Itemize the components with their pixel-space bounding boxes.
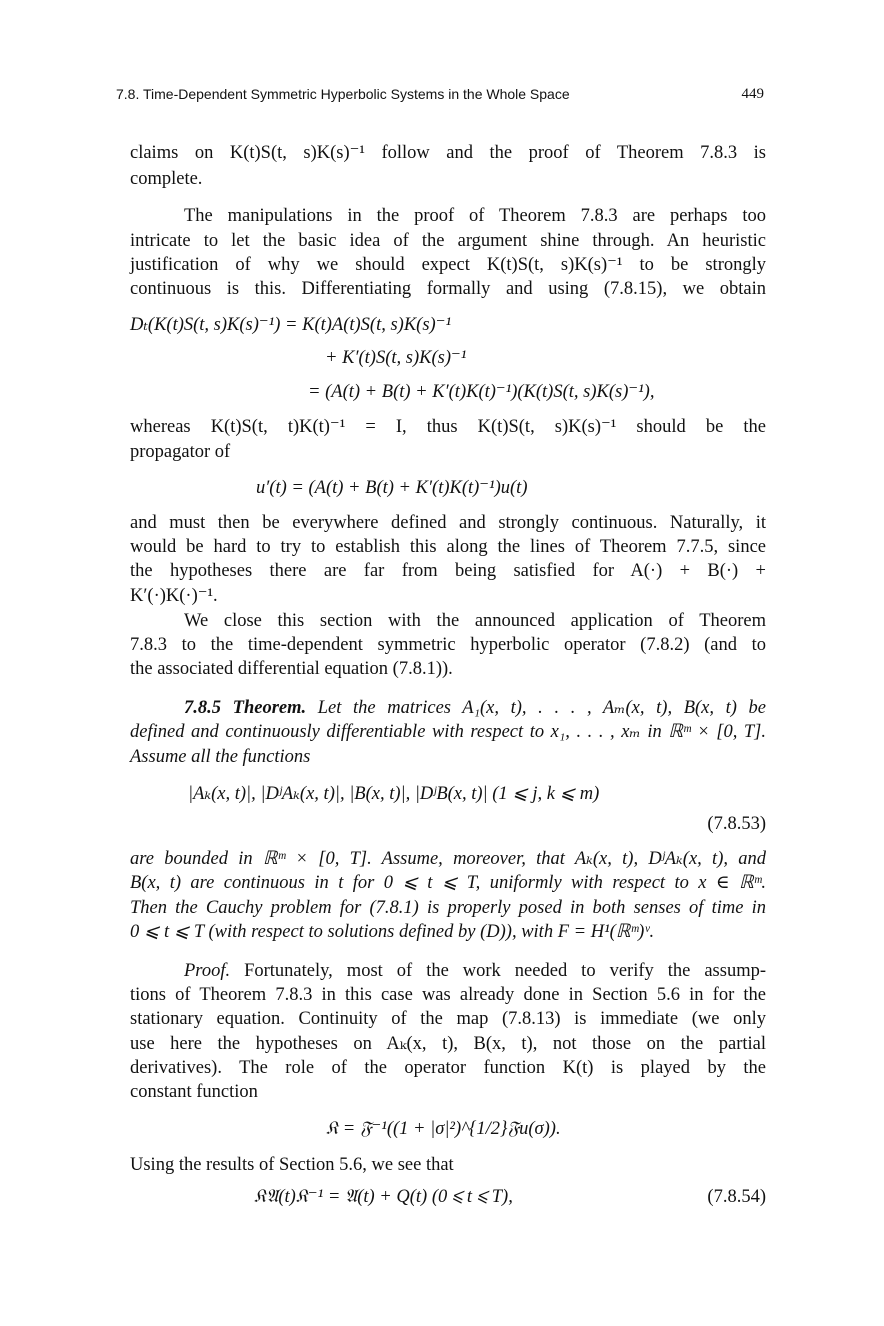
display-equation: 𝔎𝔄(t)𝔎⁻¹ = 𝔄(t) + Q(t) (0 ⩽ t ⩽ T), [254, 1187, 513, 1207]
text-line: The manipulations in the proof of Theorem 7.8.3 are perhaps too [184, 206, 766, 226]
text-line: the associated differential equation (7.8.1)). [130, 659, 453, 679]
theorem-text: Let the matrices A₁(x, t), . . . , Aₘ(x, t), B(x, t) be [317, 698, 767, 718]
text-line: justification of why we should expect K(t)S(t, s)K(s)⁻¹ to be strongly [130, 255, 766, 275]
display-equation: Dₜ(K(t)S(t, s)K(s)⁻¹) = K(t)A(t)S(t, s)K(s)⁻¹ [130, 315, 452, 335]
text-line: claims on K(t)S(t, s)K(s)⁻¹ follow and the proof of Theorem 7.8.3 is [130, 143, 766, 163]
theorem-line: are bounded in ℝᵐ × [0, T]. Assume, moreover, that Aₖ(x, t), DʲAₖ(x, t), and [130, 849, 766, 869]
text-line: continuous is this. Differentiating formally and using (7.8.15), we obtain [130, 279, 766, 299]
proof-line: constant function [130, 1082, 258, 1102]
text-line: We close this section with the announced application of Theorem [184, 611, 766, 631]
display-equation: + K′(t)S(t, s)K(s)⁻¹ [325, 348, 467, 368]
text-line: whereas K(t)S(t, t)K(t)⁻¹ = I, thus K(t)S(t, s)K(s)⁻¹ should be the [130, 417, 766, 437]
display-equation: |Aₖ(x, t)|, |DʲAₖ(x, t)|, |B(x, t)|, |DʲB(x, t)| (1 ⩽ j, k ⩽ m) [188, 784, 600, 804]
display-equation: = (A(t) + B(t) + K′(t)K(t)⁻¹)(K(t)S(t, s)K(s)⁻¹), [308, 382, 655, 402]
proof-text: Fortunately, most of the work needed to verify the assump- [244, 961, 766, 981]
text-line: complete. [130, 169, 203, 189]
equation-number: (7.8.54) [707, 1187, 766, 1207]
running-title: 7.8. Time-Dependent Symmetric Hyperbolic Systems in the Whole Space [116, 86, 570, 102]
proof-word: Proof. [184, 961, 231, 981]
theorem-label: 7.8.5 [184, 698, 221, 718]
text-line: and must then be everywhere defined and strongly continuous. Naturally, it [130, 513, 766, 533]
proof-line: stationary equation. Continuity of the map (7.8.13) is immediate (we only [130, 1009, 766, 1029]
display-equation: u′(t) = (A(t) + B(t) + K′(t)K(t)⁻¹)u(t) [256, 478, 528, 498]
proof-line: derivatives). The role of the operator function K(t) is played by the [130, 1058, 766, 1078]
theorem-line: B(x, t) are continuous in t for 0 ⩽ t ⩽ T, uniformly with respect to x ∈ ℝᵐ. [130, 873, 766, 893]
text-line: would be hard to try to establish this along the lines of Theorem 7.7.5, since [130, 537, 766, 557]
theorem-line: Assume all the functions [130, 747, 311, 767]
display-equation: 𝔎 = 𝔉⁻¹((1 + |σ|²)^{1/2}𝔉u(σ)). [326, 1119, 561, 1139]
text-line: intricate to let the basic idea of the argument shine through. An heuristic [130, 231, 766, 251]
proof-line: Using the results of Section 5.6, we see that [130, 1155, 454, 1175]
equation-number: (7.8.53) [707, 814, 766, 834]
text-line: the hypotheses there are far from being satisfied for A(·) + B(·) + [130, 561, 766, 581]
theorem-line: 0 ⩽ t ⩽ T (with respect to solutions defined by (D)), with F = H¹(ℝᵐ)ᵛ. [130, 922, 655, 942]
running-header [116, 82, 764, 106]
theorem-line [130, 697, 766, 719]
proof-line [130, 960, 766, 982]
text-line: propagator of [130, 442, 231, 462]
text-line: 7.8.3 to the time-dependent symmetric hyperbolic operator (7.8.2) (and to [130, 635, 766, 655]
page-number: 449 [741, 86, 764, 102]
theorem-word: Theorem. [232, 698, 307, 718]
text-line: K′(·)K(·)⁻¹. [130, 586, 218, 606]
theorem-line: defined and continuously differentiable with respect to x₁, . . . , xₘ in ℝᵐ × [0, T]. [130, 722, 766, 742]
theorem-line: Then the Cauchy problem for (7.8.1) is properly posed in both senses of time in [130, 898, 766, 918]
proof-line: use here the hypotheses on Aₖ(x, t), B(x, t), not those on the partial [130, 1034, 766, 1054]
proof-line: tions of Theorem 7.8.3 in this case was already done in Section 5.6 in for the [130, 985, 766, 1005]
